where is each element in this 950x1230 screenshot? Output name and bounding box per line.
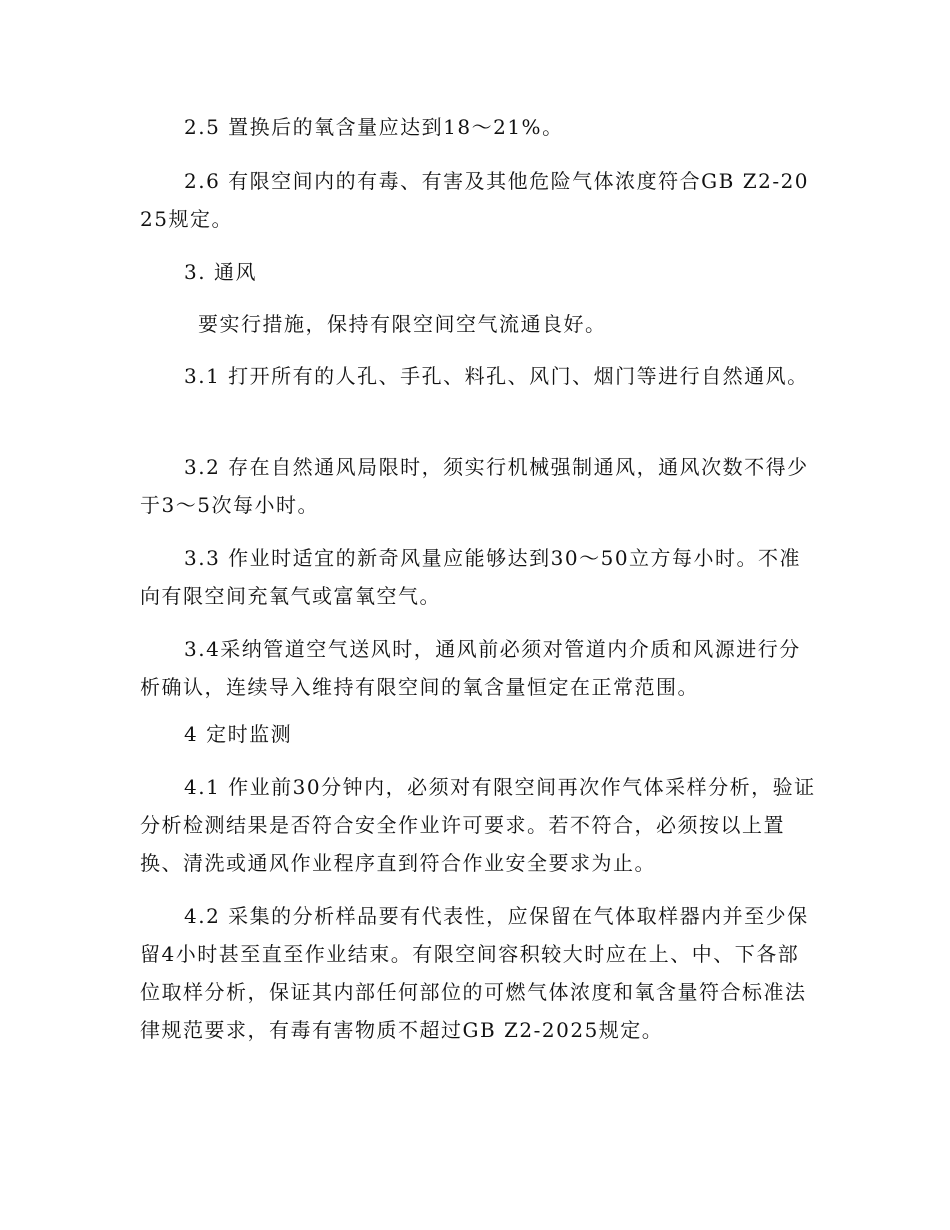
paragraph-2-6: 2.6 有限空间内的有毒、有害及其他危险气体浓度符合GB Z2-2025规定。 — [140, 169, 810, 231]
section-heading-monitoring: 4 定时监测 — [184, 722, 293, 746]
paragraph-ventilation-intro: 要实行措施，保持有限空间空气流通良好。 — [198, 312, 607, 336]
paragraph-2-5: 2.5 置换后的氧含量应达到18～21%。 — [184, 115, 564, 139]
paragraph-3-1: 3.1 打开所有的人孔、手孔、料孔、风门、烟门等进行自然通风。 — [184, 364, 809, 388]
paragraph-3-2: 3.2 存在自然通风局限时，须实行机械强制通风，通风次数不得少于3～5次每小时。 — [140, 455, 809, 517]
paragraph-3-4: 3.4采纳管道空气送风时，通风前必须对管道内介质和风源进行分析确认，连续导入维持有限空间的氧含量恒定在正常范围。 — [140, 637, 801, 699]
section-heading-ventilation: 3. 通风 — [184, 260, 257, 284]
paragraph-3-3: 3.3 作业时适宜的新奇风量应能够达到30～50立方每小时。不准向有限空间充氧气或富氧空气。 — [140, 546, 802, 608]
paragraph-4-1: 4.1 作业前30分钟内，必须对有限空间再次作气体采样分析，验证分析检测结果是否符合安全作业许可要求。若不符合，必须按以上置换、清洗或通风作业程序直到符合作业安全要求为止。 — [140, 775, 816, 875]
paragraph-4-2: 4.2 采集的分析样品要有代表性，应保留在气体取样器内并至少保留4小时甚至直至作业结束。有限空间容积较大时应在上、中、下各部位取样分析，保证其内部任何部位的可燃气体浓度和氧含量符合标准法律规范要求，有毒有害物质不超过GB Z2-2025规定。 — [140, 904, 809, 1042]
